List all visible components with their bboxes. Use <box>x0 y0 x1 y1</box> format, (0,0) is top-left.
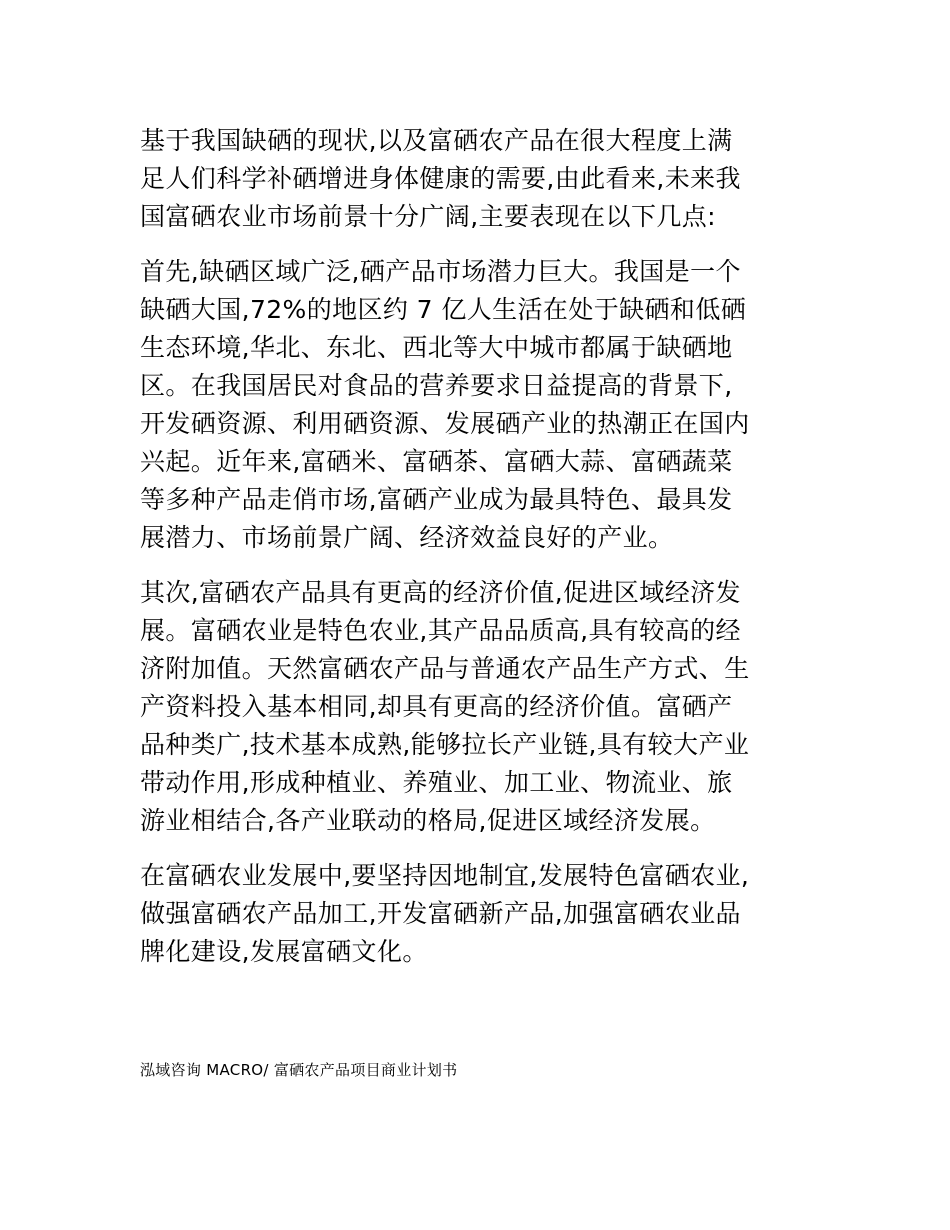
paragraph-second-point <box>140 574 812 840</box>
text-line: 做强富硒农产品加工,开发富硒新产品,加强富硒农业品 <box>140 899 741 928</box>
text-line: 足人们科学补硒增进身体健康的需要,由此看来,未来我 <box>140 164 741 193</box>
text-line: 济附加值。天然富硒农产品与普通农产品生产方式、生 <box>140 654 750 683</box>
text-line: 展潜力、市场前景广阔、经济效益良好的产业。 <box>140 523 674 552</box>
text-line: 兴起。近年来,富硒米、富硒茶、富硒大蒜、富硒蔬菜 <box>140 447 733 476</box>
text-line: 生态环境,华北、东北、西北等大中城市都属于缺硒地 <box>140 333 733 362</box>
text-line: 在富硒农业发展中,要坚持因地制宜,发展特色富硒农业, <box>140 861 750 890</box>
text-line: 开发硒资源、利用硒资源、发展硒产业的热潮正在国内 <box>140 409 750 438</box>
text-line: 展。富硒农业是特色农业,其产品品质高,具有较高的经 <box>140 616 741 645</box>
text-line: 牌化建设,发展富硒文化。 <box>140 937 428 966</box>
text-line: 其次,富硒农产品具有更高的经济价值,促进区域经济发 <box>140 578 741 607</box>
text-line: 缺硒大国,72%的地区约 7 亿人生活在处于缺硒和低硒 <box>140 295 747 324</box>
text-line: 等多种产品走俏市场,富硒产业成为最具特色、最具发 <box>140 485 733 514</box>
paragraph-development <box>140 857 812 971</box>
text-line: 带动作用,形成种植业、养殖业、加工业、物流业、旅 <box>140 768 733 797</box>
document-body <box>140 122 812 988</box>
paragraph-first-point <box>140 253 812 557</box>
page-footer: 泓域咨询 MACRO/ 富硒农产品项目商业计划书 <box>140 1061 458 1079</box>
text-line: 国富硒农业市场前景十分广阔,主要表现在以下几点: <box>140 202 716 231</box>
text-line: 品种类广,技术基本成熟,能够拉长产业链,具有较大产业 <box>140 730 750 759</box>
text-line: 区。在我国居民对食品的营养要求日益提高的背景下, <box>140 371 733 400</box>
text-line: 基于我国缺硒的现状,以及富硒农产品在很大程度上满 <box>140 126 733 155</box>
paragraph-intro <box>140 122 812 236</box>
text-line: 游业相结合,各产业联动的格局,促进区域经济发展。 <box>140 806 716 835</box>
text-line: 产资料投入基本相同,却具有更高的经济价值。富硒产 <box>140 692 733 721</box>
text-line: 首先,缺硒区域广泛,硒产品市场潜力巨大。我国是一个 <box>140 257 741 286</box>
